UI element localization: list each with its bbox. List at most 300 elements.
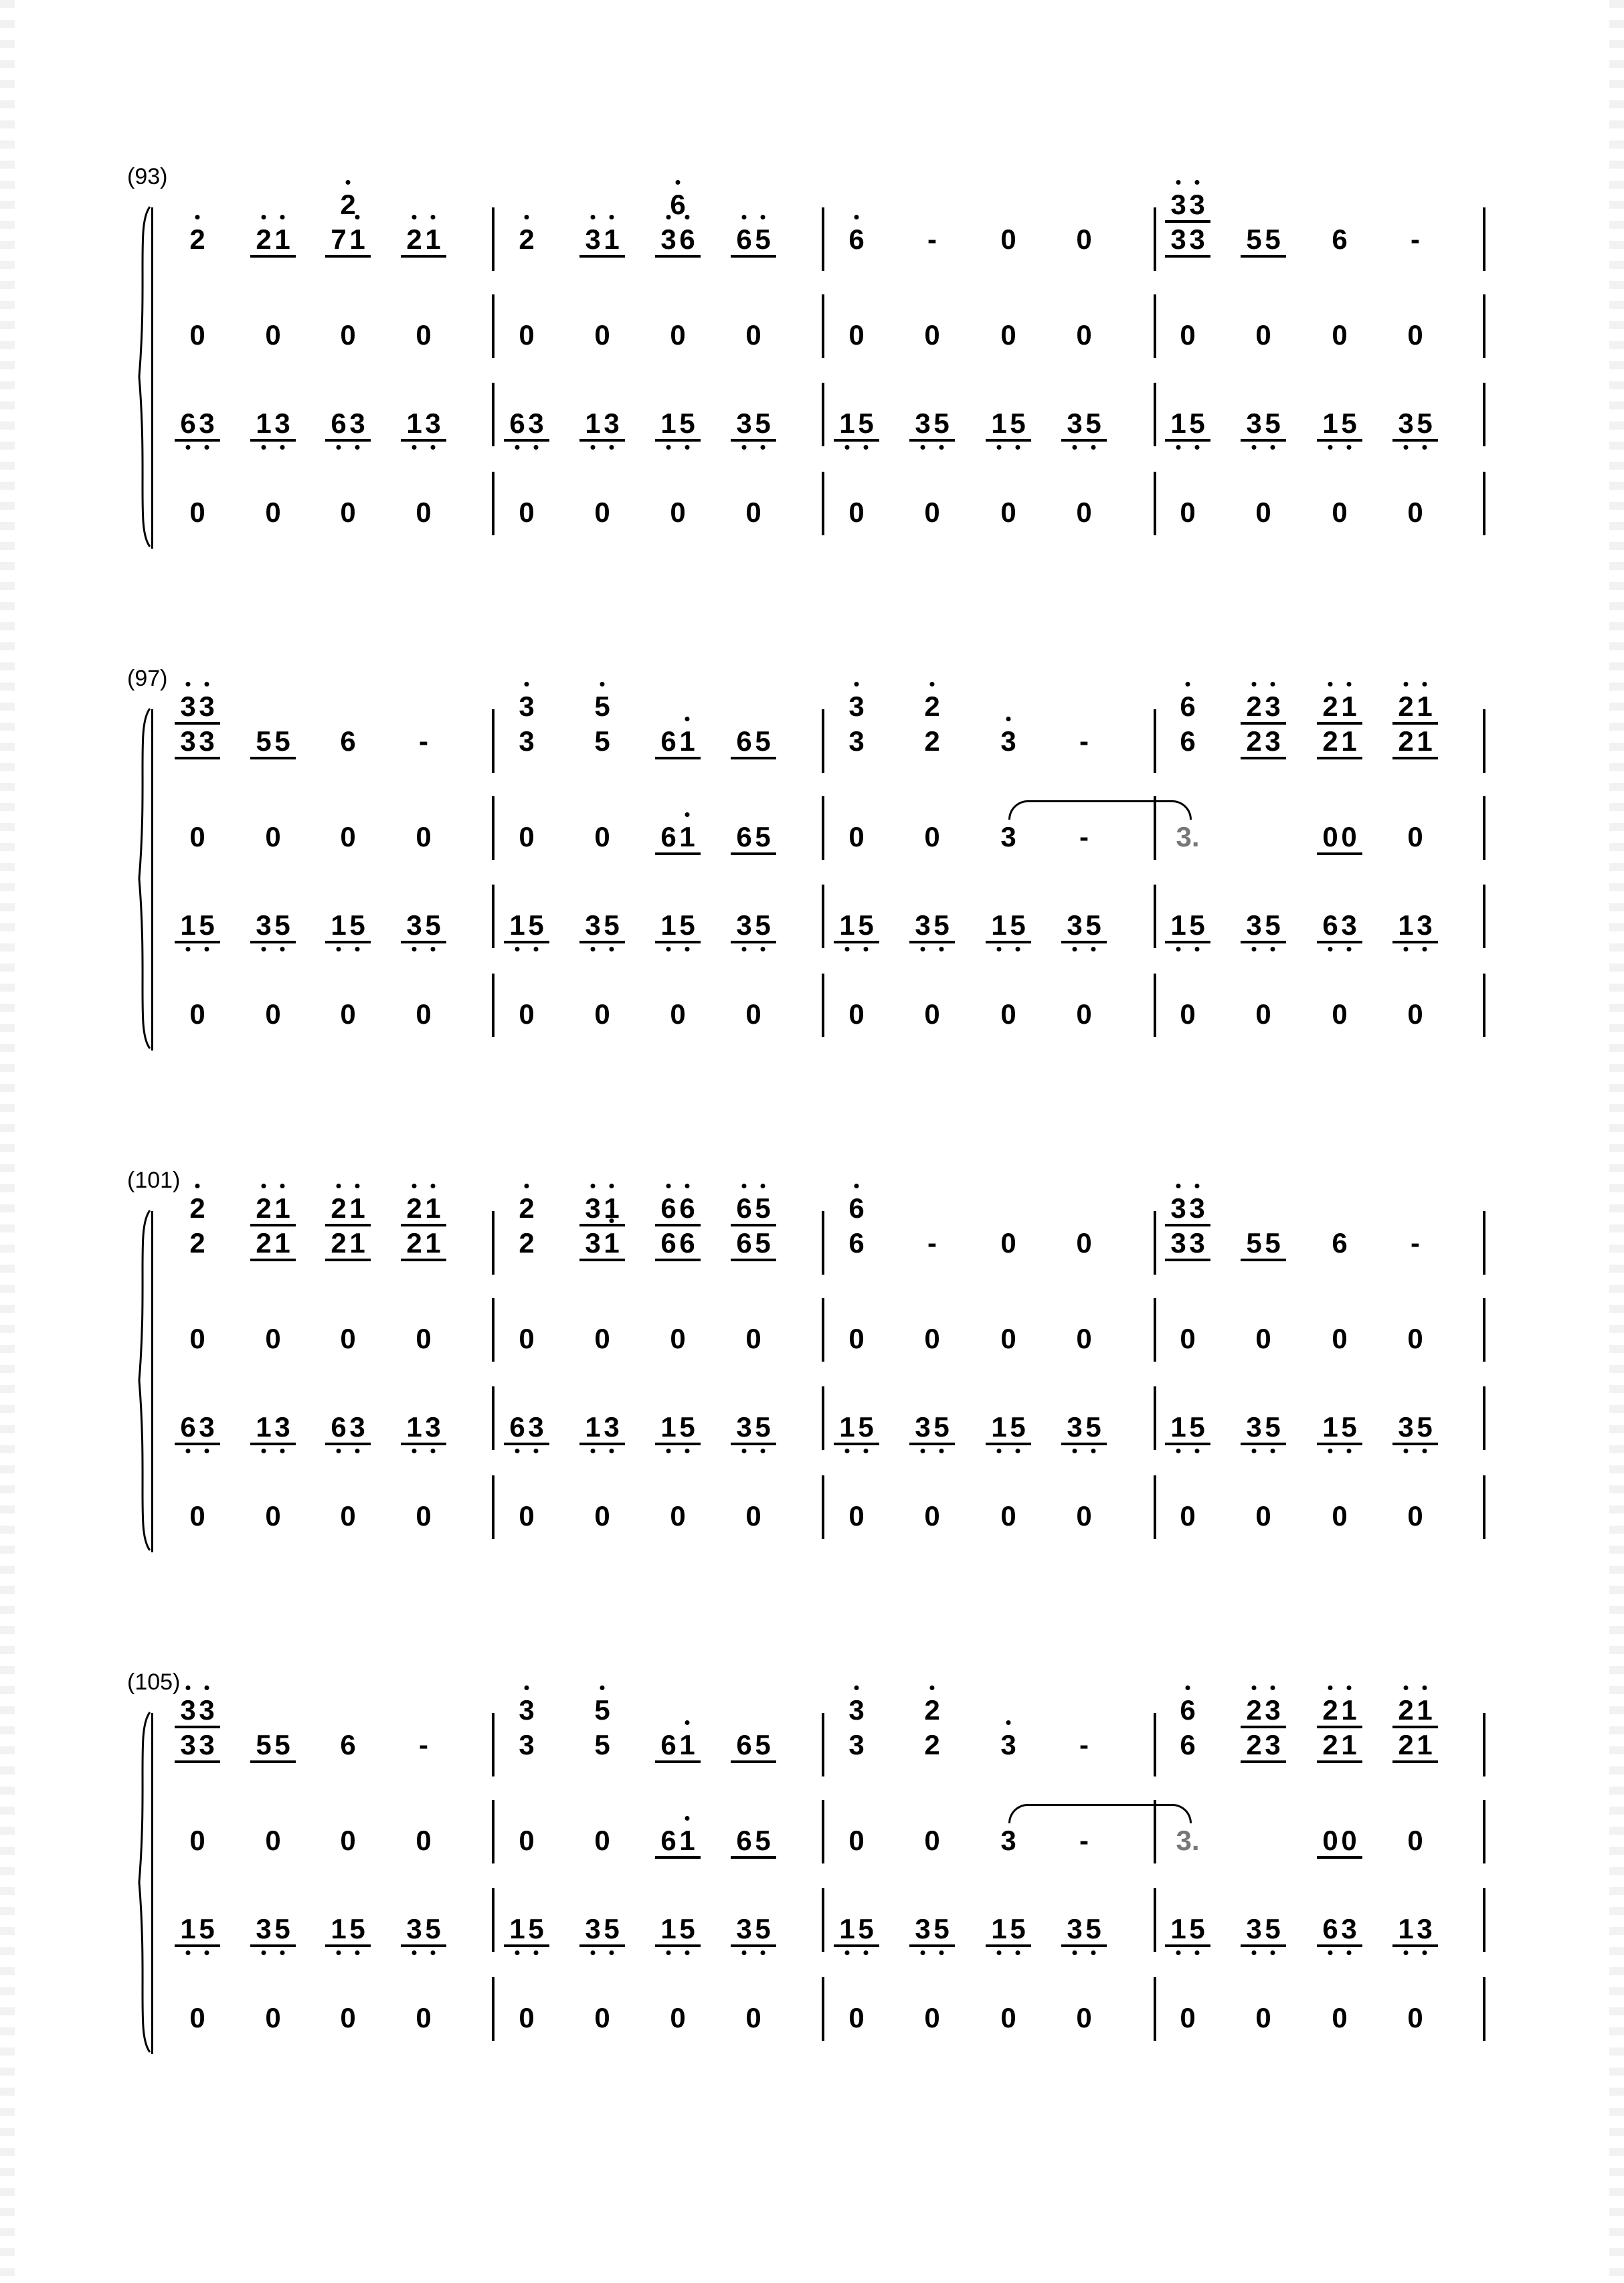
beam	[1061, 1944, 1107, 1947]
jianpu-note: 5	[1265, 1227, 1281, 1259]
beam	[579, 1224, 625, 1226]
beam	[401, 255, 446, 258]
jianpu-note: 3	[731, 1915, 757, 1943]
jianpu-note: 5	[1246, 223, 1262, 255]
jianpu-note: 1	[598, 1194, 625, 1222]
barline	[492, 1475, 494, 1539]
beam	[1392, 439, 1438, 442]
jianpu-note: 6	[1174, 1696, 1201, 1724]
octave-dot-low	[1073, 1950, 1077, 1955]
octave-dot-high	[930, 1685, 935, 1690]
octave-dot-low	[534, 1950, 539, 1955]
jianpu-note: 0	[519, 1825, 535, 1856]
jianpu-note: 0	[340, 821, 356, 852]
octave-dot-low	[845, 1449, 850, 1453]
octave-dot-high	[431, 1184, 436, 1188]
jianpu-note: 5	[1004, 409, 1031, 438]
piano-brace	[132, 204, 153, 552]
jianpu-note: 0	[594, 1500, 610, 1532]
jianpu-note: 1	[1411, 693, 1438, 721]
beam	[250, 1259, 296, 1261]
jianpu-note: 5	[274, 725, 290, 757]
barline	[1483, 1888, 1485, 1952]
jianpu-note: 3	[1189, 223, 1205, 255]
octave-dot-low	[1073, 445, 1077, 450]
octave-dot-low	[1252, 947, 1257, 951]
jianpu-note: 0	[416, 2002, 432, 2033]
beam	[250, 255, 296, 258]
octave-dot-high	[355, 1184, 360, 1188]
jianpu-note: 1	[655, 911, 682, 939]
beam	[1392, 757, 1438, 759]
beam	[1241, 1760, 1286, 1763]
jianpu-note: 3	[175, 1696, 201, 1724]
barline	[1154, 1475, 1156, 1539]
octave-dot-high	[1195, 1184, 1200, 1188]
beam	[401, 439, 446, 442]
octave-dot-low	[845, 445, 850, 450]
jianpu-note: 0	[1180, 1500, 1196, 1532]
octave-dot-high	[1404, 682, 1409, 687]
jianpu-note: 3	[1061, 1915, 1088, 1943]
octave-dot-low	[1195, 1950, 1200, 1955]
octave-dot-high	[280, 1184, 285, 1188]
octave-dot-low	[1423, 445, 1427, 450]
beam	[655, 255, 701, 258]
jianpu-note: 3	[1241, 1413, 1267, 1441]
octave-dot-low	[1347, 1950, 1352, 1955]
jianpu-note: 0	[340, 1825, 356, 1856]
jianpu-note: 0	[1407, 1323, 1423, 1354]
octave-dot-low	[337, 947, 341, 951]
octave-dot-high	[1176, 180, 1181, 185]
beam	[1165, 941, 1210, 943]
jianpu-note: 1	[986, 911, 1012, 939]
octave-dot-low	[666, 445, 671, 450]
beam	[1317, 722, 1362, 725]
tie-arc	[1008, 800, 1192, 820]
jianpu-note: 0	[594, 1323, 610, 1354]
octave-dot-low	[412, 445, 417, 450]
jianpu-note: 3	[1170, 223, 1186, 255]
jianpu-note: 3	[655, 225, 682, 254]
jianpu-note: 0	[1322, 1825, 1338, 1856]
barline	[822, 1386, 824, 1450]
jianpu-note: 5	[1004, 1915, 1031, 1943]
octave-dot-low	[1176, 445, 1181, 450]
jianpu-note: 0	[189, 998, 205, 1030]
octave-dot-high	[186, 682, 191, 687]
beam	[1241, 722, 1286, 725]
beam	[1317, 1443, 1362, 1445]
jianpu-note: 5	[1411, 409, 1438, 438]
octave-dot-low	[515, 445, 520, 450]
jianpu-note: 1	[598, 1229, 625, 1257]
octave-dot-high	[1328, 682, 1333, 687]
octave-dot-low	[666, 1950, 671, 1955]
jianpu-note: 0	[1407, 1500, 1423, 1532]
octave-dot-low	[921, 445, 925, 450]
beam	[1392, 1760, 1438, 1763]
octave-dot-low	[1404, 445, 1409, 450]
jianpu-note: -	[927, 223, 937, 255]
jianpu-note: 6	[504, 1413, 531, 1441]
jianpu-note: 5	[1184, 1413, 1210, 1441]
beam	[1317, 1760, 1362, 1763]
octave-dot-low	[1328, 947, 1333, 951]
beam	[1392, 1726, 1438, 1728]
jianpu-note: 3	[523, 409, 549, 438]
octave-dot-high	[1176, 1184, 1181, 1188]
beam	[325, 255, 371, 258]
jianpu-note: 2	[325, 1194, 352, 1222]
jianpu-note: 3	[598, 409, 625, 438]
beam	[655, 439, 701, 442]
jianpu-note: 0	[924, 319, 940, 351]
octave-dot-low	[1073, 1449, 1077, 1453]
jianpu-note: 0	[1332, 2002, 1348, 2033]
beam	[1165, 220, 1210, 223]
octave-dot-high	[1252, 682, 1257, 687]
octave-dot-high	[525, 1184, 529, 1188]
jianpu-note: 1	[1417, 1729, 1433, 1760]
beam	[250, 757, 296, 759]
beam	[1241, 1443, 1286, 1445]
beam	[1317, 757, 1362, 759]
jianpu-note: 3	[1165, 1194, 1192, 1222]
jianpu-note: 1	[986, 1413, 1012, 1441]
octave-dot-low	[1271, 445, 1275, 450]
octave-dot-low	[1016, 445, 1020, 450]
jianpu-note: 1	[674, 727, 701, 755]
barline	[822, 1211, 824, 1275]
jianpu-note: 1	[674, 1731, 701, 1759]
octave-dot-low	[1252, 1449, 1257, 1453]
jianpu-note: 1	[834, 1413, 861, 1441]
jianpu-note: 0	[340, 496, 356, 528]
jianpu-note: 5	[594, 1729, 610, 1760]
octave-dot-low	[610, 947, 614, 951]
jianpu-note: 5	[928, 1413, 955, 1441]
jianpu-note: 0	[924, 1825, 940, 1856]
jianpu-note: 5	[749, 1915, 776, 1943]
jianpu-note: 1	[655, 1915, 682, 1943]
octave-dot-high	[761, 1184, 765, 1188]
jianpu-note: 0	[745, 1500, 761, 1532]
octave-dot-low	[534, 1449, 539, 1453]
jianpu-note: 1	[250, 409, 277, 438]
jianpu-note: 0	[1180, 496, 1196, 528]
jianpu-note: 5	[594, 725, 610, 757]
jianpu-note: 3	[579, 1915, 606, 1943]
jianpu-note: 3	[1336, 911, 1362, 939]
beam	[175, 439, 220, 442]
octave-dot-high	[1271, 1685, 1275, 1690]
jianpu-note: 2	[406, 1227, 422, 1259]
octave-dot-low	[280, 1449, 285, 1453]
jianpu-note: 6	[175, 1413, 201, 1441]
octave-dot-high	[1006, 1720, 1011, 1725]
jianpu-note: 2	[1317, 693, 1344, 721]
jianpu-note: 3	[1259, 1696, 1286, 1724]
jianpu-note: 0	[924, 496, 940, 528]
jianpu-note: 3	[1061, 409, 1088, 438]
jianpu-note: 1	[401, 1413, 428, 1441]
jianpu-note: -	[1079, 725, 1089, 757]
octave-dot-high	[1347, 682, 1352, 687]
beam	[1392, 1944, 1438, 1947]
beam	[250, 1443, 296, 1445]
jianpu-note: 0	[416, 1323, 432, 1354]
jianpu-note: 1	[504, 911, 531, 939]
jianpu-note: 3	[175, 693, 201, 721]
octave-dot-low	[1195, 445, 1200, 450]
octave-dot-high	[346, 180, 351, 185]
barline	[1483, 709, 1485, 773]
octave-dot-low	[205, 445, 209, 450]
jianpu-note: 1	[655, 409, 682, 438]
jianpu-note: 0	[848, 496, 865, 528]
jianpu-note: 3	[401, 1915, 428, 1943]
jianpu-note: 0	[1076, 1323, 1092, 1354]
jianpu-note: 0	[265, 496, 281, 528]
barline	[1483, 1800, 1485, 1863]
jianpu-note: 3	[1259, 693, 1286, 721]
jianpu-note: 5	[1265, 223, 1281, 255]
jianpu-note: 5	[928, 911, 955, 939]
beam	[250, 439, 296, 442]
octave-dot-low	[761, 445, 765, 450]
beam	[909, 1944, 955, 1947]
jianpu-note: 1	[655, 1413, 682, 1441]
octave-dot-low	[1271, 1449, 1275, 1453]
jianpu-note: 0	[519, 1500, 535, 1532]
beam	[1241, 757, 1286, 759]
jianpu-note: 5	[274, 1729, 290, 1760]
jianpu-note: 0	[1076, 998, 1092, 1030]
jianpu-note: 0	[1180, 998, 1196, 1030]
octave-dot-low	[280, 1950, 285, 1955]
octave-dot-low	[742, 445, 747, 450]
jianpu-note: 1	[834, 409, 861, 438]
barline	[1154, 1386, 1156, 1450]
jianpu-note: 0	[1255, 319, 1271, 351]
octave-dot-low	[742, 947, 747, 951]
jianpu-note: 0	[670, 1500, 686, 1532]
beam	[1165, 439, 1210, 442]
octave-dot-high	[854, 215, 859, 219]
octave-dot-low	[431, 1449, 436, 1453]
jianpu-note: 3	[1392, 1413, 1419, 1441]
jianpu-note: 3	[1392, 409, 1419, 438]
jianpu-note: 5	[1004, 1413, 1031, 1441]
jianpu-note: 3	[269, 409, 296, 438]
jianpu-note: -	[1411, 223, 1420, 255]
jianpu-note: 3	[598, 1413, 625, 1441]
octave-dot-high	[1186, 682, 1190, 687]
jianpu-note: 2	[401, 225, 428, 254]
octave-dot-low	[1091, 445, 1096, 450]
jianpu-note: 0	[1000, 998, 1016, 1030]
octave-dot-low	[355, 445, 360, 450]
jianpu-note: 0	[265, 1323, 281, 1354]
beam	[834, 439, 879, 442]
piano-brace	[132, 1208, 153, 1556]
tie-arc	[1008, 1804, 1192, 1823]
octave-dot-low	[845, 947, 850, 951]
barline	[1483, 885, 1485, 948]
beam	[909, 439, 955, 442]
beam	[175, 1726, 220, 1728]
octave-dot-low	[186, 947, 191, 951]
octave-dot-high	[610, 215, 614, 219]
octave-dot-low	[685, 445, 690, 450]
jianpu-note: 6	[1332, 1227, 1348, 1259]
beam	[1165, 1944, 1210, 1947]
octave-dot-high	[1328, 1685, 1333, 1690]
barline	[822, 709, 824, 773]
beam	[1317, 1944, 1362, 1947]
barline	[1154, 1977, 1156, 2041]
barline	[822, 1800, 824, 1863]
jianpu-note: 6	[731, 225, 757, 254]
jianpu-note: 5	[852, 911, 879, 939]
jianpu-note: 6	[731, 1194, 757, 1222]
jianpu-note: 6	[325, 409, 352, 438]
octave-dot-high	[1195, 180, 1200, 185]
jianpu-note: 5	[755, 725, 771, 757]
jianpu-note: 0	[1255, 998, 1271, 1030]
jianpu-note: 0	[670, 2002, 686, 2033]
octave-dot-low	[431, 445, 436, 450]
jianpu-note: -	[1079, 1825, 1089, 1856]
jianpu-note: 3	[420, 409, 446, 438]
beam	[1061, 439, 1107, 442]
jianpu-note: 0	[1076, 223, 1092, 255]
octave-dot-low	[921, 947, 925, 951]
jianpu-note: 0	[416, 821, 432, 852]
barline	[492, 207, 494, 271]
jianpu-note: 6	[664, 191, 691, 219]
barline	[1483, 796, 1485, 860]
beam	[655, 1944, 701, 1947]
jianpu-note: 0	[519, 2002, 535, 2033]
jianpu-note: 5	[256, 1729, 272, 1760]
jianpu-note: 0	[924, 2002, 940, 2033]
score-system	[127, 1168, 1492, 1572]
measure-number: (101)	[127, 1168, 181, 1193]
jianpu-note: 0	[265, 821, 281, 852]
barline	[822, 796, 824, 860]
jianpu-note: 1	[420, 1194, 446, 1222]
beam	[401, 941, 446, 943]
jianpu-note: 2	[250, 225, 277, 254]
jianpu-note: 6	[340, 1729, 356, 1760]
octave-dot-low	[1195, 947, 1200, 951]
jianpu-note: 6	[175, 409, 201, 438]
barline	[822, 974, 824, 1037]
jianpu-note: 0	[848, 1500, 865, 1532]
jianpu-note: 0	[1180, 319, 1196, 351]
jianpu-note: 0	[1332, 1500, 1348, 1532]
beam	[504, 439, 549, 442]
beam	[731, 439, 776, 442]
beam	[834, 941, 879, 943]
jianpu-note: 0	[848, 1323, 865, 1354]
jianpu-note: -	[419, 1729, 428, 1760]
jianpu-note: 6	[660, 821, 676, 852]
score-system	[127, 1669, 1492, 2074]
jianpu-note: 1	[250, 1413, 277, 1441]
beam	[1061, 1443, 1107, 1445]
jianpu-note: 0	[1076, 1500, 1092, 1532]
jianpu-note: 3	[1165, 191, 1192, 219]
octave-dot-low	[591, 1950, 596, 1955]
jianpu-note: 6	[736, 1227, 752, 1259]
beam	[1392, 1443, 1438, 1445]
jianpu-note: 5	[1259, 1413, 1286, 1441]
jianpu-note: 0	[416, 319, 432, 351]
barline	[1154, 885, 1156, 948]
octave-dot-low	[666, 1449, 671, 1453]
jianpu-note: 0	[340, 998, 356, 1030]
octave-dot-low	[186, 1950, 191, 1955]
octave-dot-low	[997, 1950, 1002, 1955]
jianpu-note: 5	[344, 1915, 371, 1943]
octave-dot-low	[205, 947, 209, 951]
barline	[1483, 383, 1485, 446]
beam	[655, 757, 701, 759]
jianpu-note: 3	[1000, 1825, 1016, 1856]
jianpu-note: 2	[1241, 1696, 1267, 1724]
octave-dot-low	[864, 1449, 869, 1453]
beam	[1165, 1259, 1210, 1261]
beam	[731, 1944, 776, 1947]
jianpu-note: 3	[513, 693, 540, 721]
jianpu-note: 0	[594, 2002, 610, 2033]
jianpu-note: 0	[340, 1323, 356, 1354]
octave-dot-low	[337, 445, 341, 450]
jianpu-note: 0	[924, 1323, 940, 1354]
octave-dot-low	[1195, 1449, 1200, 1453]
jianpu-note: 0	[848, 998, 865, 1030]
source-credit	[1459, 2248, 1485, 2262]
octave-dot-high	[1347, 1685, 1352, 1690]
jianpu-note: 3	[843, 1696, 870, 1724]
octave-dot-low	[355, 1950, 360, 1955]
jianpu-note: 0	[1255, 2002, 1271, 2033]
jianpu-note: 3	[193, 1696, 220, 1724]
octave-dot-high	[525, 1685, 529, 1690]
jianpu-note: 1	[401, 409, 428, 438]
octave-dot-high	[1404, 1685, 1409, 1690]
jianpu-note: 6	[1174, 693, 1201, 721]
jianpu-note: 3	[420, 1413, 446, 1441]
jianpu-note: 3	[344, 409, 371, 438]
beam	[579, 1443, 625, 1445]
right-margin-watermark	[1609, 0, 1624, 2283]
barline	[1154, 1211, 1156, 1275]
jianpu-note: 0	[189, 1825, 205, 1856]
left-margin-watermark	[0, 0, 15, 2283]
barline	[492, 1298, 494, 1362]
jianpu-note: 0	[594, 319, 610, 351]
jianpu-note: 1	[674, 1827, 701, 1855]
measure-number: (93)	[127, 164, 168, 189]
jianpu-note: 2	[924, 725, 940, 757]
jianpu-note: 0	[1332, 496, 1348, 528]
jianpu-note: 6	[660, 1227, 676, 1259]
